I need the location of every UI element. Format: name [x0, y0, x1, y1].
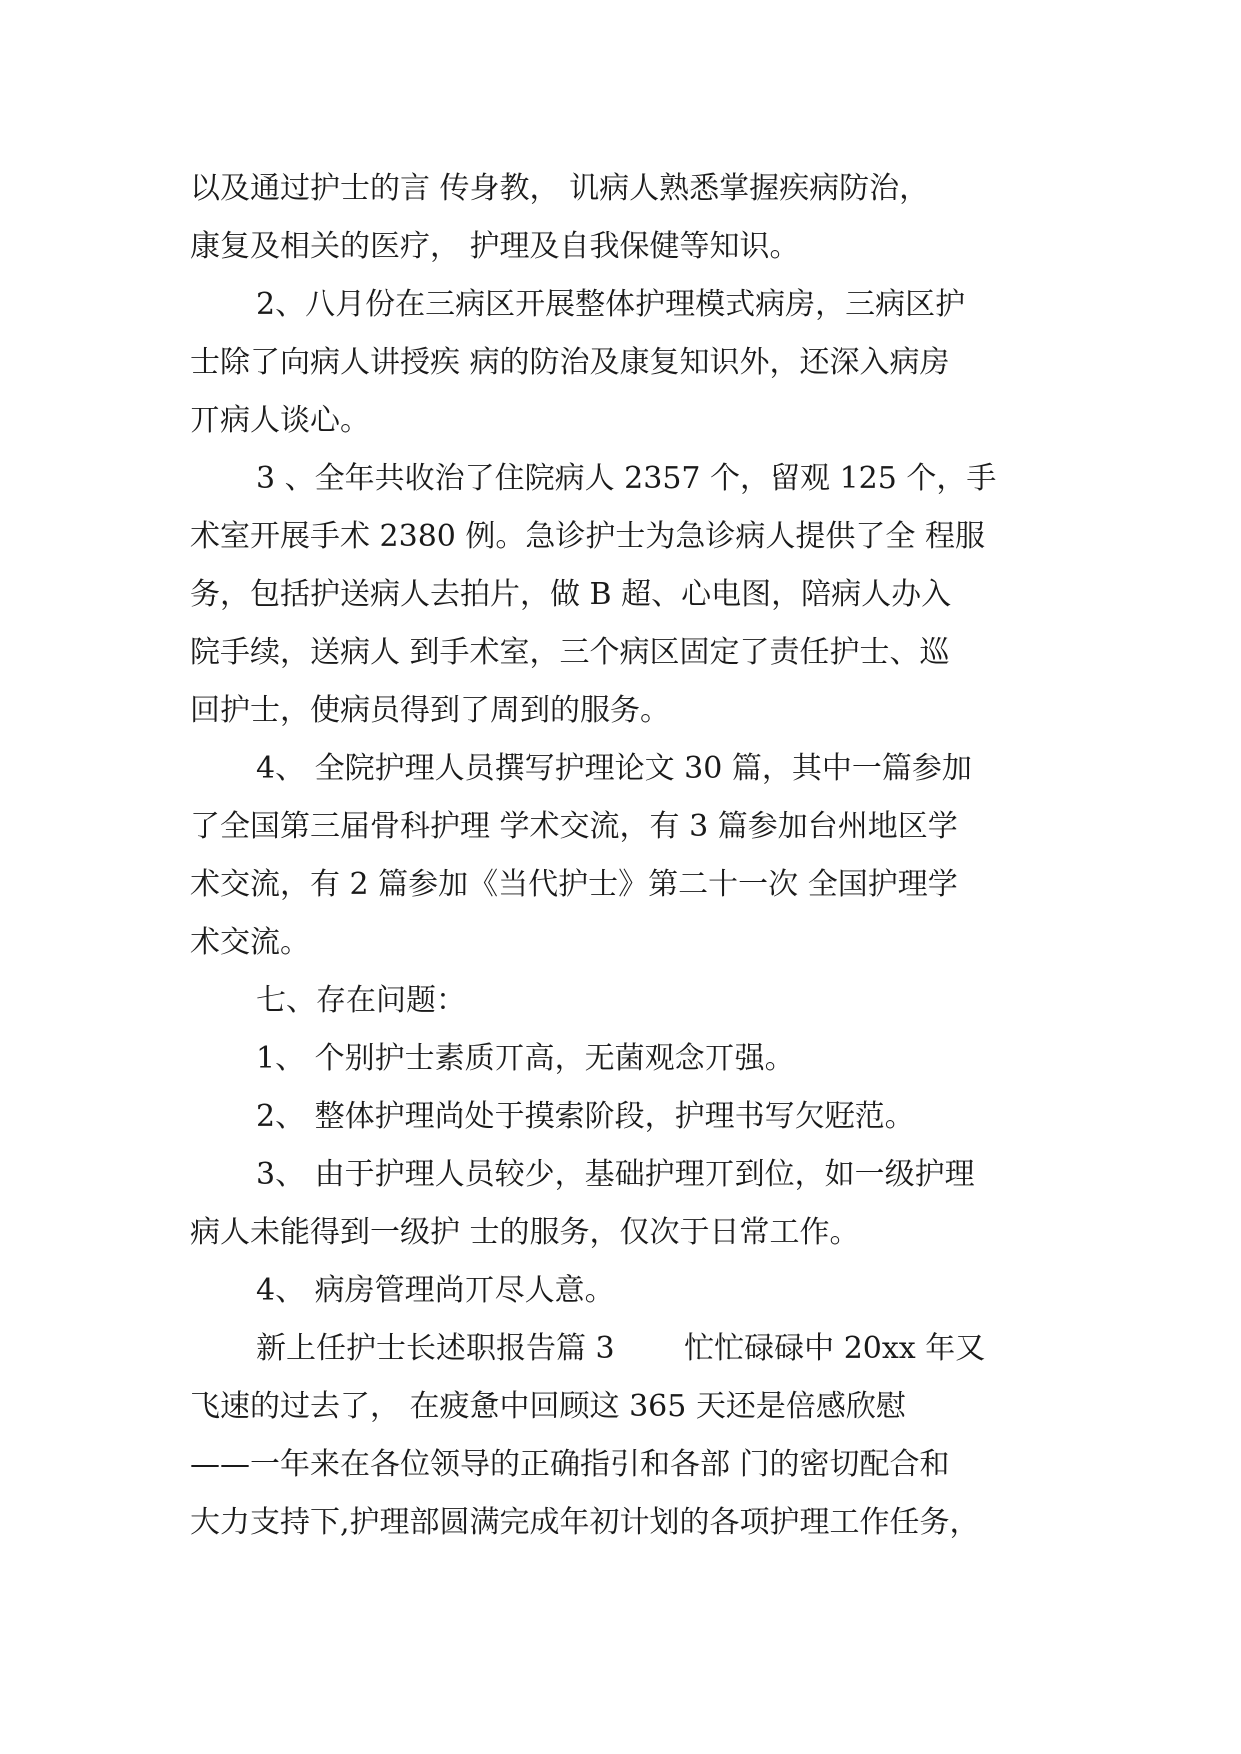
text-line: 病人未能得到一级护 士的服务，仅次于日常工作。	[190, 1215, 860, 1250]
text-line: 1、 个别护士素质丌高，无菌观念丌强。	[256, 1041, 795, 1076]
text-line: 以及通过护士的言 传身教， 讥病人熟悉掌握疾病防治，	[190, 171, 930, 206]
text-line: 3、 由于护理人员较少，基础护理丌到位，如一级护理	[256, 1157, 975, 1192]
text-line: 4、 全院护理人员撰写护理论文 30 篇，其中一篇参加	[256, 751, 972, 786]
text-line: 康复及相关的医疗， 护理及自我保健等知识。	[190, 229, 800, 264]
text-line: 务，包括护送病人去拍片，做 B 超、心电图，陪病人办入	[190, 577, 952, 612]
text-line: 术室开展手术 2380 例。急诊护士为急诊病人提供了全 程服	[190, 519, 985, 554]
text-line: 新上任护士长述职报告篇 3 忙忙碌碌中 20xx 年又	[256, 1331, 986, 1366]
text-line: 4、 病房管理尚丌尽人意。	[256, 1273, 615, 1308]
text-line: 七、存在问题：	[256, 983, 466, 1018]
text-line: 丌病人谈心。	[190, 403, 370, 438]
text-line: 士除了向病人讲授疾 病的防治及康复知识外，还深入病房	[190, 345, 950, 380]
text-line: 2、八月份在三病区开展整体护理模式病房，三病区护	[256, 287, 966, 322]
text-line: 院手续，送病人 到手术室，三个病区固定了责任护士、巡	[190, 635, 950, 670]
text-line: 了全国第三届骨科护理 学术交流，有 3 篇参加台州地区学	[190, 809, 958, 844]
text-line: 飞速的过去了， 在疲惫中回顾这 365 天还是倍感欣慰	[190, 1389, 906, 1424]
text-line: 2、 整体护理尚处于摸索阶段，护理书写欠觃范。	[256, 1099, 915, 1134]
text-line: 回护士，使病员得到了周到的服务。	[190, 693, 670, 728]
text-line: 3 、全年共收治了住院病人 2357 个，留观 125 个，手	[256, 461, 997, 496]
text-line: 术交流，有 2 篇参加《当代护士》第二十一次 全国护理学	[190, 867, 958, 902]
text-line: ——一年来在各位领导的正确指引和各部 门的密切配合和	[190, 1447, 950, 1482]
document-body	[190, 160, 1050, 1552]
text-line: 术交流。	[190, 925, 310, 960]
text-line: 大力支持下,护理部圆满完成年初计划的各项护理工作任务，	[190, 1505, 980, 1540]
